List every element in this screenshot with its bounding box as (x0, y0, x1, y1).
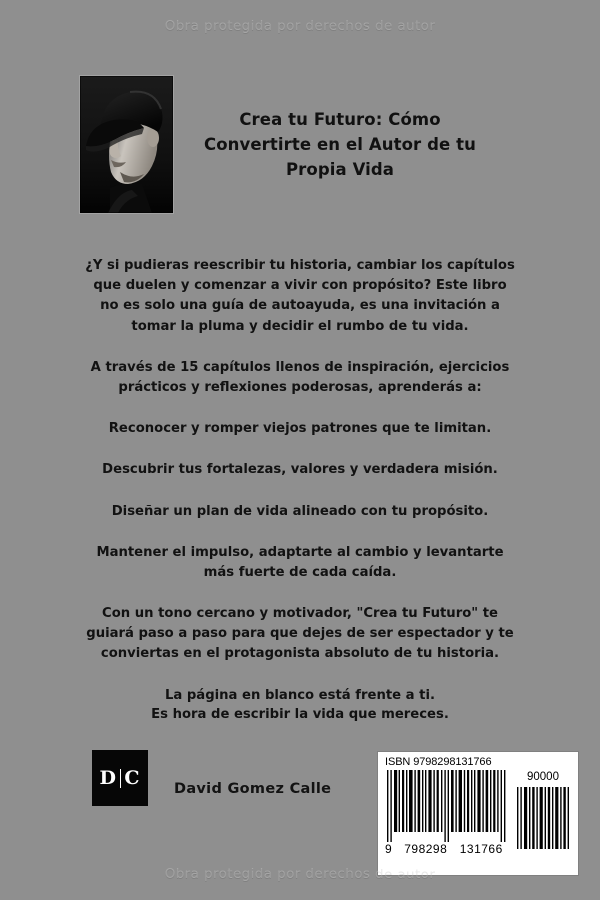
author-portrait-artwork (80, 76, 173, 213)
blurb-paragraph-1: ¿Y si pudieras reescribir tu historia, cambiar los capítulos que duelen y comenzar a vivir con propósito? Este libro no es solo una guía de autoayuda, es una invitación a tomar la pluma y decidir el rumbo de tu vida. (85, 258, 515, 334)
publisher-logo (92, 750, 148, 806)
logo-letter-d: D (99, 766, 117, 789)
ean13-digits (385, 843, 509, 855)
blurb-closing-line-1: La página en blanco está frente a ti. (164, 687, 436, 703)
ean-digits-right-group: 131766 (459, 842, 503, 856)
publisher-logo-monogram (99, 766, 141, 789)
logo-divider-bar (120, 769, 122, 788)
price-addon-barcode (515, 770, 571, 849)
copyright-watermark-top: Obra protegida por derechos de autor (164, 18, 436, 34)
book-title: Crea tu Futuro: Cómo Convertirte en el Autor de tu Propia Vida (204, 110, 476, 179)
copyright-watermark-bottom: Obra protegida por derechos de autor (164, 866, 436, 882)
ean-digits-left-group: 798298 (404, 842, 448, 856)
price-addon-bars (515, 787, 571, 849)
author-portrait-photo (80, 76, 173, 213)
logo-letter-c: C (124, 766, 141, 789)
blurb-benefit-2: Descubrir tus fortalezas, valores y verdadera misión. (102, 462, 498, 478)
blurb-paragraph-2: A través de 15 capítulos llenos de inspiración, ejercicios prácticos y reflexiones poderosas, aprenderás a: (90, 359, 510, 395)
back-cover-blurb (84, 256, 516, 725)
blurb-benefit-4: Mantener el impulso, adaptarte al cambio y levantarte más fuerte de cada caída. (96, 544, 504, 580)
price-code-label: 90000 (527, 771, 559, 783)
isbn-label: ISBN 9798298131766 (385, 756, 492, 768)
imprint-block (92, 750, 331, 806)
author-name: David Gomez Calle (174, 781, 332, 797)
barcode-row (385, 770, 571, 855)
ean13-barcode (385, 770, 509, 855)
ean13-bars (385, 770, 509, 842)
blurb-benefit-1: Reconocer y romper viejos patrones que te limitan. (108, 421, 492, 437)
blurb-paragraph-3: Con un tono cercano y motivador, "Crea tu Futuro" te guiará paso a paso para que dejes de ser espectador y te conviertas en el protagonista absoluto de tu historia. (86, 606, 514, 662)
blurb-closing-line-2: Es hora de escribir la vida que mereces. (151, 707, 449, 723)
ean-digit-first: 9 (385, 842, 393, 856)
isbn-barcode-block (378, 752, 578, 875)
blurb-benefit-3: Diseñar un plan de vida alineado con tu propósito. (111, 503, 489, 519)
